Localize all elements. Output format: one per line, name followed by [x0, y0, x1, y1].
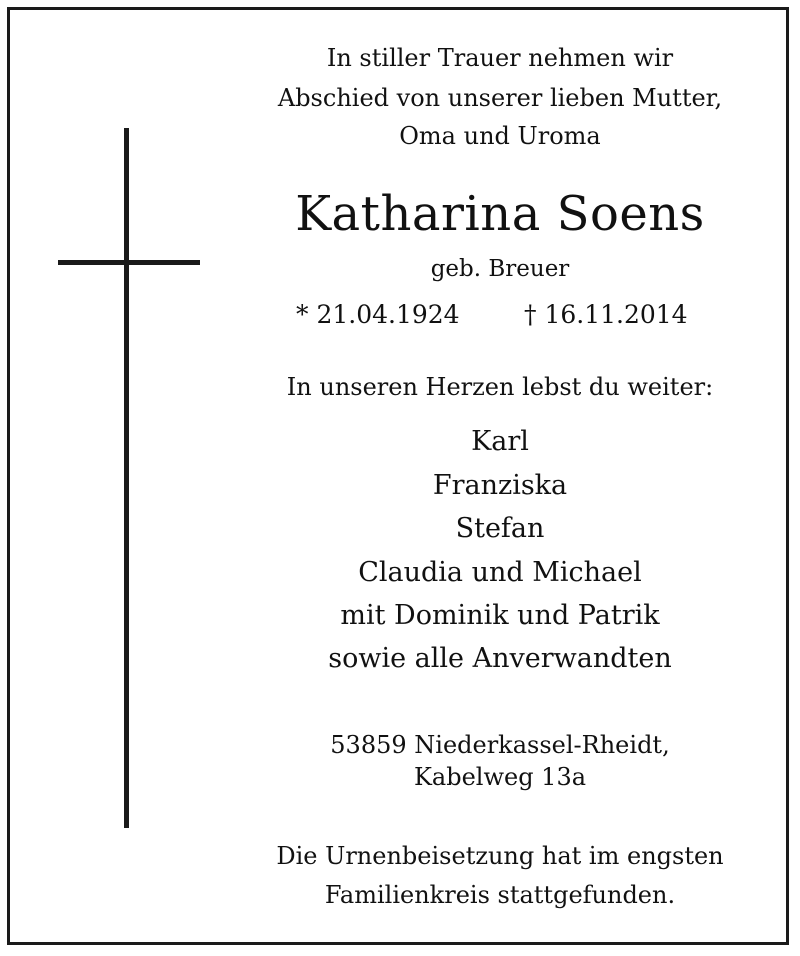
- address-line-2: Kabelweg 13a: [413, 763, 587, 791]
- mourner-name: Karl: [471, 426, 529, 457]
- birth-date: * 21.04.1924: [296, 300, 460, 329]
- intro-line-1: In stiller Trauer nehmen wir: [326, 44, 674, 72]
- cross-vertical-bar: [124, 128, 129, 828]
- mourner-name: mit Dominik und Patrik: [340, 600, 660, 631]
- burial-note-line-1: Die Urnenbeisetzung hat im engsten: [276, 842, 724, 870]
- burial-note-line-2: Familienkreis stattgefunden.: [324, 881, 676, 909]
- cross-horizontal-bar: [58, 260, 200, 265]
- intro-line-2: Abschied von unserer lieben Mutter,: [277, 84, 723, 112]
- mourner-name: Claudia und Michael: [358, 557, 642, 588]
- birth-name: geb. Breuer: [430, 256, 570, 282]
- death-date: † 16.11.2014: [524, 300, 688, 329]
- address-line-1: 53859 Niederkassel-Rheidt,: [330, 731, 670, 759]
- deceased-name: Katharina Soens: [295, 186, 705, 242]
- mourner-name: sowie alle Anverwandten: [328, 643, 672, 674]
- memorial-line: In unseren Herzen lebst du weiter:: [286, 373, 714, 401]
- intro-line-3: Oma und Uroma: [399, 122, 601, 150]
- mourner-name: Stefan: [455, 513, 545, 544]
- mourner-name: Franziska: [432, 470, 568, 501]
